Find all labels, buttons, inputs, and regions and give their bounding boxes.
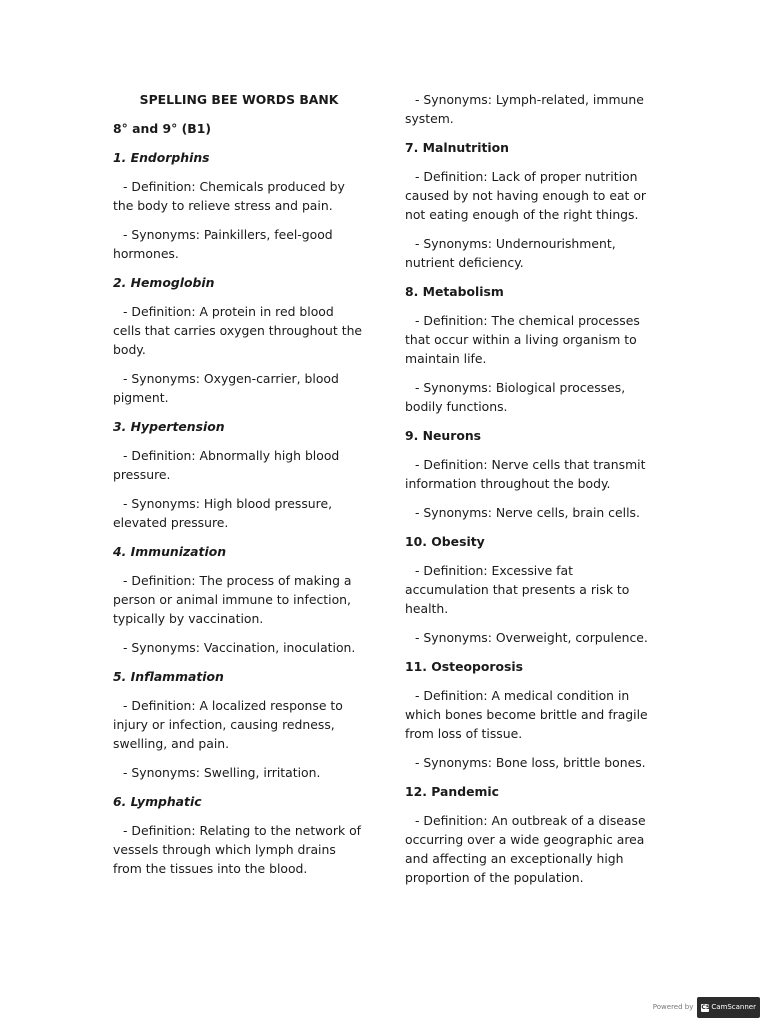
word-heading: 3. Hypertension xyxy=(113,419,225,434)
definition-text: - Definition: The process of making a person or animal immune to infection, typically by vaccination. xyxy=(113,573,352,626)
synonyms-text: - Synonyms: Nerve cells, brain cells. xyxy=(415,505,640,520)
word-heading: 1. Endorphins xyxy=(113,150,210,165)
synonyms-text: - Synonyms: Undernourishment, nutrient deficiency. xyxy=(405,236,616,270)
synonyms-text: - Synonyms: Vaccination, inoculation. xyxy=(123,640,356,655)
synonyms-text: - Synonyms: Lymph-related, immune system. xyxy=(405,92,644,126)
scanner-watermark xyxy=(653,997,760,1018)
left-column xyxy=(113,90,365,888)
word-heading: 7. Malnutrition xyxy=(405,140,510,155)
word-heading: 4. Immunization xyxy=(113,544,227,559)
definition-text: - Definition: The chemical processes that occur within a living organism to maintain life. xyxy=(405,313,640,366)
definition-text: - Definition: Chemicals produced by the body to relieve stress and pain. xyxy=(113,179,345,213)
right-column xyxy=(405,90,657,897)
synonyms-text: - Synonyms: Swelling, irritation. xyxy=(123,765,321,780)
definition-text: - Definition: Lack of proper nutrition caused by not having enough to eat or not eating enough of the right things. xyxy=(405,169,647,222)
word-heading: 12. Pandemic xyxy=(405,784,499,799)
right-word-list xyxy=(405,90,657,887)
camscanner-brand-label: CamScanner xyxy=(711,1003,756,1011)
synonyms-text: - Synonyms: Overweight, corpulence. xyxy=(415,630,648,645)
grade-level: 8° and 9° (B1) xyxy=(113,121,212,136)
synonyms-text: - Synonyms: Biological processes, bodily functions. xyxy=(405,380,626,414)
definition-text: - Definition: Relating to the network of vessels through which lymph drains from the tissues into the blood. xyxy=(113,823,362,876)
word-heading: 8. Metabolism xyxy=(405,284,504,299)
definition-text: - Definition: Excessive fat accumulation that presents a risk to health. xyxy=(405,563,630,616)
synonyms-text: - Synonyms: High blood pressure, elevated pressure. xyxy=(113,496,333,530)
word-heading: 2. Hemoglobin xyxy=(113,275,215,290)
definition-text: - Definition: Nerve cells that transmit information throughout the body. xyxy=(405,457,646,491)
definition-text: - Definition: Abnormally high blood pressure. xyxy=(113,448,340,482)
definition-text: - Definition: A localized response to injury or infection, causing redness, swelling, and pain. xyxy=(113,698,343,751)
definition-text: - Definition: An outbreak of a disease occurring over a wide geographic area and affecting an exceptionally high proportion of the population. xyxy=(405,813,646,885)
powered-by-label: Powered by xyxy=(652,1003,694,1011)
document-title: SPELLING BEE WORDS BANK xyxy=(139,92,339,107)
word-heading: 9. Neurons xyxy=(405,428,482,443)
definition-text: - Definition: A protein in red blood cells that carries oxygen throughout the body. xyxy=(113,304,363,357)
camscanner-logo-icon: CS xyxy=(701,1003,711,1011)
synonyms-text: - Synonyms: Bone loss, brittle bones. xyxy=(415,755,646,770)
word-heading: 5. Inflammation xyxy=(113,669,224,684)
synonyms-text: - Synonyms: Oxygen-carrier, blood pigment. xyxy=(113,371,339,405)
left-word-list xyxy=(113,148,365,878)
word-heading: 10. Obesity xyxy=(405,534,485,549)
word-heading: 11. Osteoporosis xyxy=(405,659,524,674)
word-heading: 6. Lymphatic xyxy=(113,794,202,809)
camscanner-badge xyxy=(697,997,760,1018)
definition-text: - Definition: A medical condition in which bones become brittle and fragile from loss of tissue. xyxy=(405,688,648,741)
synonyms-text: - Synonyms: Painkillers, feel-good hormones. xyxy=(113,227,333,261)
